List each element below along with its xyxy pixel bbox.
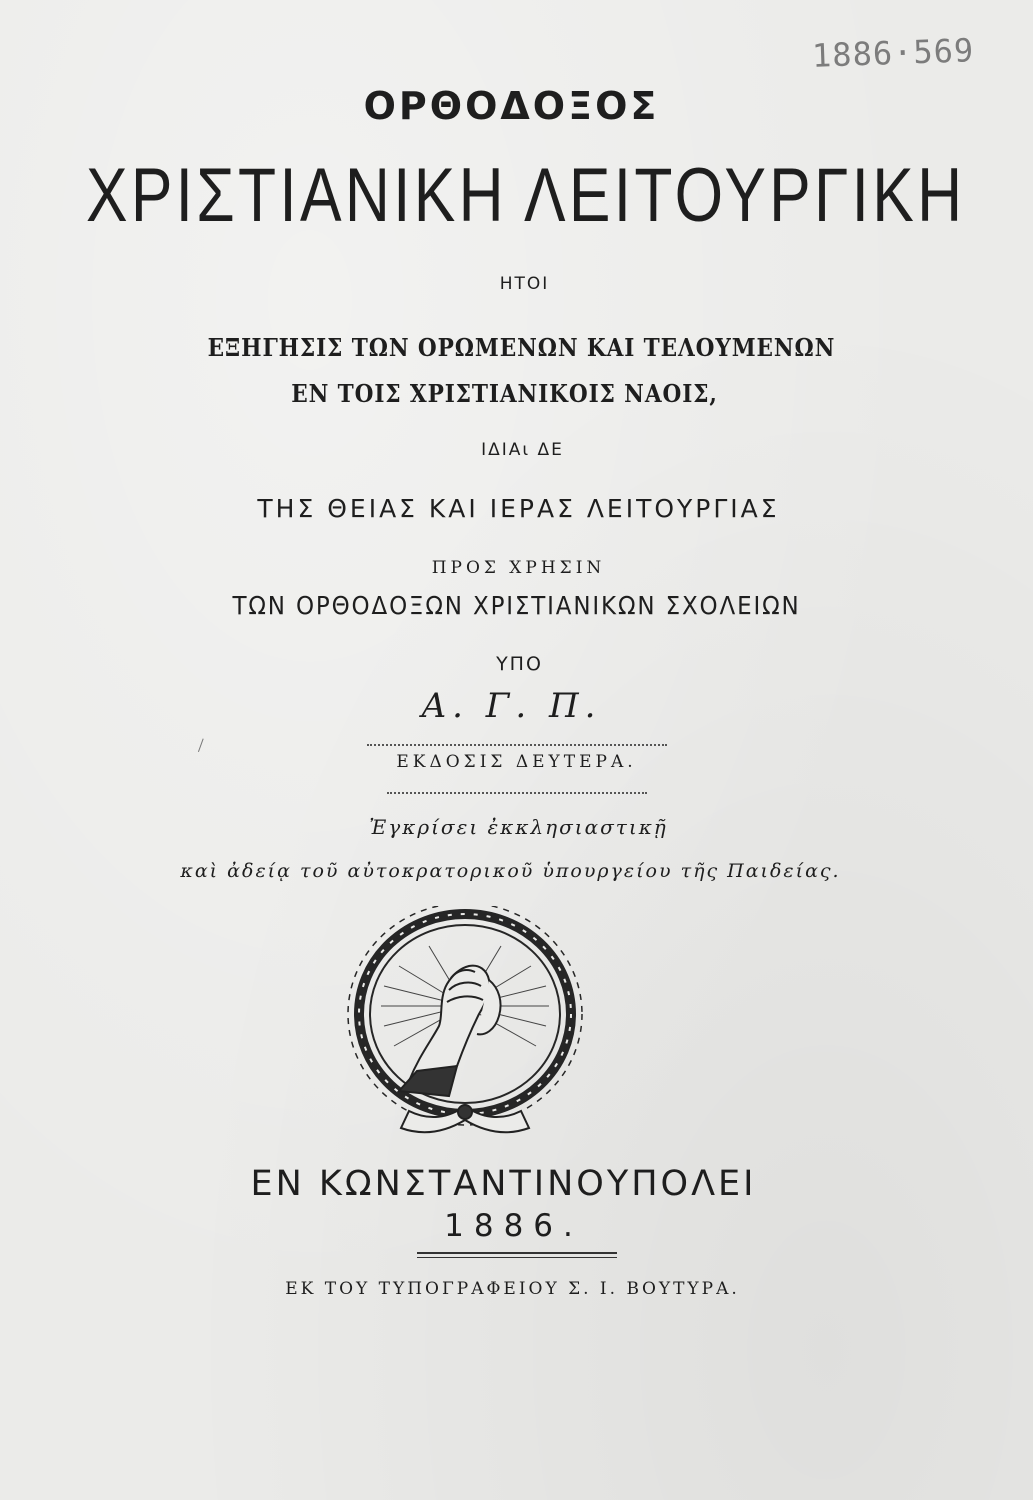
wreath-clasped-hands-emblem (339, 906, 591, 1146)
subtitle-line-1: ΕΞΗΓΗΣΙΣ ΤΩΝ ΟΡΩΜΕΝΩΝ ΚΑΙ ΤΕΛΟΥΜΕΝΩΝ (207, 333, 836, 362)
conjunction-etoi: ΗΤΟΙ (499, 274, 550, 294)
liturgy-line: ΤΗΣ ΘΕΙΑΣ ΚΑΙ ΙΕΡΑΣ ΛΕΙΤΟΥΡΓΙΑΣ (257, 494, 780, 523)
title-line-orthodoxos: ΟΡΘΟΔΟΞΟΣ (363, 84, 660, 128)
dotted-rule-top (0, 744, 1033, 746)
printer-line: ΕΚ ΤΟΥ ΤΥΠΟΓΡΑΦΕΙΟΥ Σ. Ι. ΒΟΥΤΥΡΑ. (285, 1279, 740, 1299)
edition-line: ΕΚΔΟΣΙΣ ΔΕΥΤΕΡΑ. (396, 752, 637, 772)
particularly-line: ΙΔΙΑι ΔΕ (481, 440, 564, 460)
double-rule (0, 1252, 1033, 1258)
publication-year: 1886. (444, 1208, 583, 1244)
shelfmark-handwritten: 1886·569 (811, 31, 975, 75)
schools-line: ΤΩΝ ΟΡΘΟΔΟΞΩΝ ΧΡΙΣΤΙΑΝΙΚΩΝ ΣΧΟΛΕΙΩΝ (232, 591, 801, 620)
author-initials: Α. Γ. Π. (421, 686, 602, 726)
by-line: ΥΠΟ (496, 653, 543, 675)
approval-line-1: Ἐγκρίσει ἐκκλησιαστικῇ (369, 815, 668, 839)
for-use-line: ΠΡΟΣ ΧΡΗΣΙΝ (431, 558, 606, 578)
approval-line-2: καὶ ἀδείᾳ τοῦ αὐτοκρατορικοῦ ὑπουργείου τῆς Παιδείας. (180, 860, 841, 882)
dotted-rule-bottom (0, 792, 1033, 794)
place-of-publication: ΕΝ ΚΩΝΣΤΑΝΤΙΝΟΥΠΟΛΕΙ (250, 1164, 757, 1204)
main-title: ΧΡΙΣΤΙΑΝΙΚΗ ΛΕΙΤΟΥΡΓΙΚΗ (85, 153, 966, 238)
clasped-hands-icon (399, 966, 501, 1096)
subtitle-line-2: ΕΝ ΤΟΙΣ ΧΡΙΣΤΙΑΝΙΚΟΙΣ ΝΑΟΙΣ, (291, 379, 718, 408)
